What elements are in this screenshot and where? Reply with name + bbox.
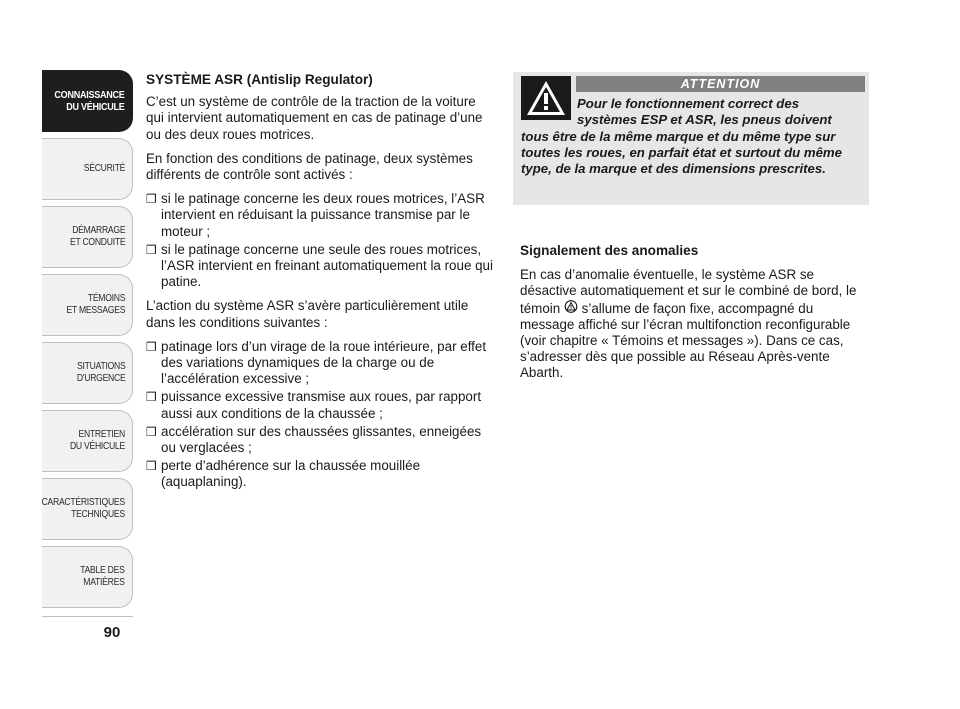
attention-text xyxy=(521,96,865,177)
chapter-tabs xyxy=(42,70,133,614)
tab-demarrage-et-conduite[interactable] xyxy=(42,206,133,268)
tab-label: CONNAISSANCE DU VÉHICULE xyxy=(54,89,125,113)
list-item xyxy=(146,458,494,490)
warning-light-icon xyxy=(564,300,578,317)
tab-situations-d-urgence[interactable] xyxy=(42,342,133,404)
list-item xyxy=(146,191,494,240)
list-item-text: patinage lors d’un virage de la roue intérieure, par effet des variations dynamiques de la charge ou de l’accélération excessive ; xyxy=(161,338,487,387)
tab-temoins-et-messages[interactable] xyxy=(42,274,133,336)
paragraph: En fonction des conditions de patinage, deux systèmes différents de contrôle sont activés : xyxy=(146,150,473,183)
checkbox-bullet-icon: ❒ xyxy=(146,339,157,354)
divider xyxy=(42,616,133,617)
attention-title-band xyxy=(576,76,865,92)
list-item xyxy=(146,339,494,388)
bullet-list xyxy=(146,339,494,491)
anomalies-section xyxy=(520,243,865,390)
attention-line: Pour le fonctionnement correct des xyxy=(577,96,800,111)
tab-label: CARACTÉRISTIQUES TECHNIQUES xyxy=(41,497,125,520)
attention-title: ATTENTION xyxy=(680,77,761,91)
checkbox-bullet-icon: ❒ xyxy=(146,424,157,439)
tab-table-des-matieres[interactable] xyxy=(42,546,133,608)
checkbox-bullet-icon: ❒ xyxy=(146,390,157,405)
paragraph: L’action du système ASR s’avère particulièrement utile dans les conditions suivantes : xyxy=(146,298,469,330)
page-number: 90 xyxy=(103,624,121,641)
tab-label: SITUATIONS D'URGENCE xyxy=(76,361,125,384)
tab-label: TÉMOINS ET MESSAGES xyxy=(66,293,125,316)
list-item xyxy=(146,424,494,456)
tab-label: ENTRETIEN DU VÉHICULE xyxy=(70,429,125,452)
attention-box xyxy=(513,72,869,205)
bullet-list xyxy=(146,191,494,290)
list-item xyxy=(146,242,494,291)
tab-connaissance-du-vehicule[interactable] xyxy=(42,70,133,132)
tab-caracteristiques-techniques[interactable] xyxy=(42,478,133,540)
attention-line: tous être de la même marque et du même type sur toutes les roues, en parfait état et surtout du même type, de la marque et des dimensions prescrites. xyxy=(521,128,842,177)
tab-label: SÉCURITÉ xyxy=(83,163,125,174)
tab-label: DÉMARRAGE ET CONDUITE xyxy=(69,225,125,248)
tab-securite[interactable] xyxy=(42,138,133,200)
list-item xyxy=(146,389,494,421)
checkbox-bullet-icon: ❒ xyxy=(146,192,157,207)
list-item-text: si le patinage concerne une seule des roues motrices, l’ASR intervient en freinant automatiquement la roue qui patine. xyxy=(161,241,493,290)
paragraph-text: En cas d’anomalie éventuelle, le système ASR se désactive automatiquement et sur le combiné de bord, le témoin xyxy=(520,267,857,316)
checkbox-bullet-icon: ❒ xyxy=(146,242,157,257)
section-heading: SYSTÈME ASR (Antislip Regulator) xyxy=(146,72,373,87)
paragraph: C’est un système de contrôle de la traction de la voiture qui intervient automatiquement en cas de patinage d’une ou des deux roues motrices. xyxy=(146,94,483,142)
checkbox-bullet-icon: ❒ xyxy=(146,459,157,474)
list-item-text: perte d’adhérence sur la chaussée mouillée (aquaplaning). xyxy=(161,458,421,490)
paragraph xyxy=(520,267,865,381)
list-item-text: puissance excessive transmise aux roues, par rapport aussi aux conditions de la chaussée ; xyxy=(161,389,482,421)
tab-label: TABLE DES MATIÈRES xyxy=(80,565,125,588)
paragraph-text: s’allume de façon fixe, accompagné du message affiché sur l’écran multifonction reconfigurable (voir chapitre « Témoins et messages »). Dans ce cas, s’adresser dès que possible au Réseau Après-vente Abarth. xyxy=(520,300,851,381)
attention-line: systèmes ESP et ASR, les pneus doivent xyxy=(577,112,832,128)
list-item-text: accélération sur des chaussées glissantes, enneigées ou verglacées ; xyxy=(161,423,482,456)
tab-entretien-du-vehicule[interactable] xyxy=(42,410,133,472)
section-heading: Signalement des anomalies xyxy=(520,243,699,258)
asr-section xyxy=(146,72,494,499)
list-item-text: si le patinage concerne les deux roues motrices, l’ASR intervient en réduisant la puissance transmise par le moteur ; xyxy=(161,191,485,239)
